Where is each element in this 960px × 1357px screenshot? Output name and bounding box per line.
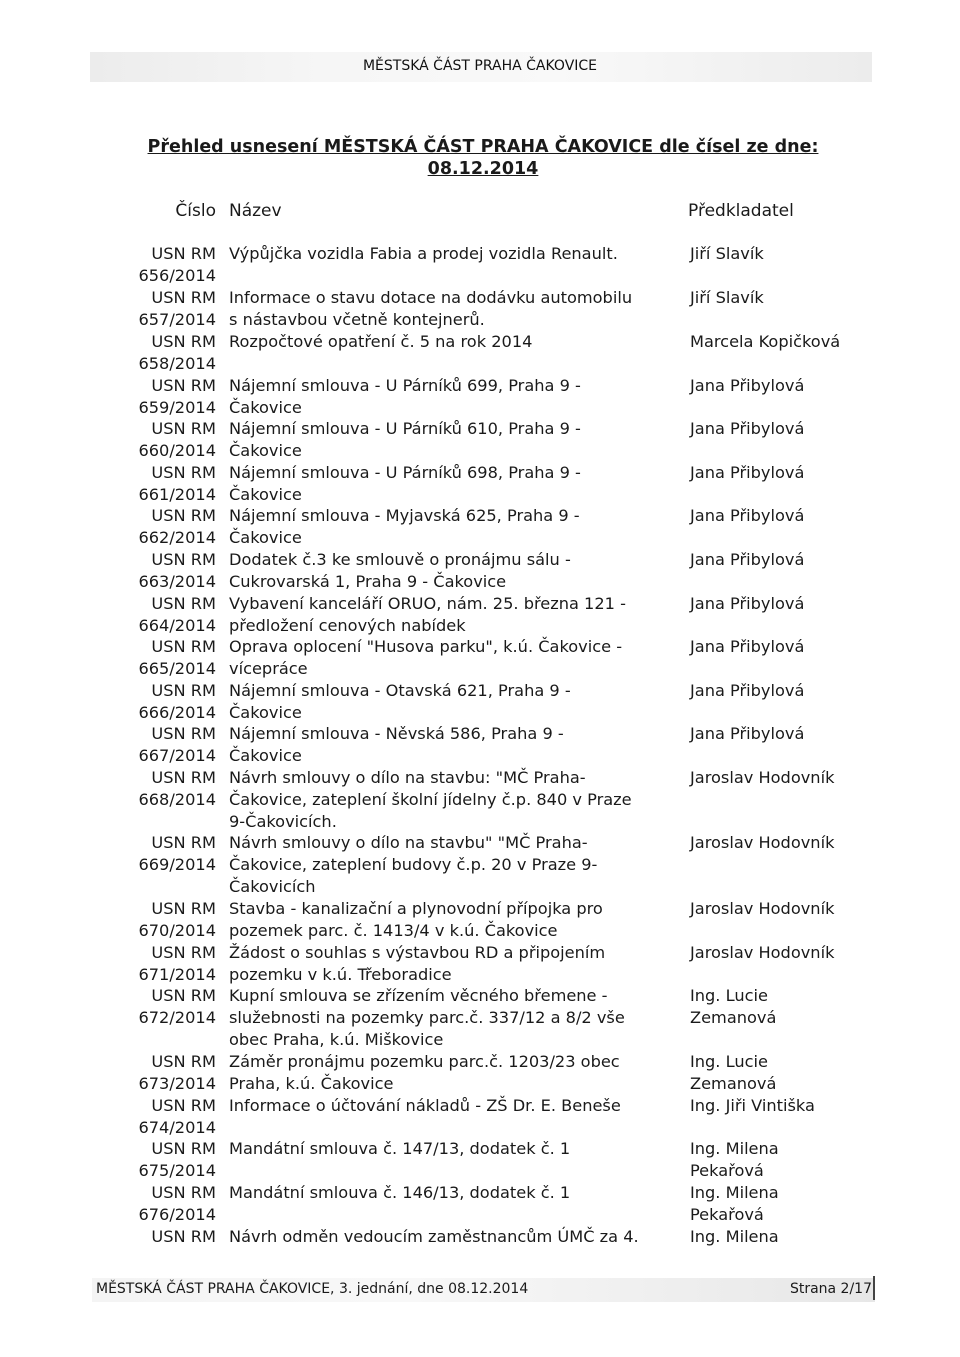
resolution-number: USN RM 661/2014 bbox=[138, 463, 216, 504]
resolution-proposer: Jiří Slavík bbox=[690, 288, 764, 307]
title-date: 08.12.2014 bbox=[427, 159, 539, 179]
resolution-number: USN RM 673/2014 bbox=[138, 1052, 216, 1093]
resolution-title: Stavba - kanalizační a plynovodní přípojka pro pozemek parc. č. 1413/4 v k.ú. Čakovice bbox=[229, 899, 603, 940]
resolution-title: Nájemní smlouva - U Párníků 699, Praha 9 - Čakovice bbox=[229, 376, 581, 417]
resolution-proposer: Ing. Milena bbox=[690, 1227, 779, 1246]
page-title bbox=[138, 136, 828, 180]
resolution-number: USN RM 656/2014 bbox=[138, 244, 216, 285]
resolution-proposer: Ing. Lucie Zemanová bbox=[690, 986, 777, 1027]
resolution-number: USN RM 676/2014 bbox=[138, 1183, 216, 1224]
resolution-proposer: Jana Přibylová bbox=[690, 506, 805, 525]
resolution-title: Vybavení kanceláří ORUO, nám. 25. března 121 - předložení cenových nabídek bbox=[229, 594, 626, 635]
resolution-title: Nájemní smlouva - Myjavská 625, Praha 9 - Čakovice bbox=[229, 506, 580, 547]
resolution-title: Kupní smlouva se zřízením věcného břemene - služebnosti na pozemky parc.č. 337/12 a 8/2 vše obec Praha, k.ú. Miškovice bbox=[229, 986, 625, 1049]
resolution-number: USN RM 674/2014 bbox=[138, 1096, 216, 1137]
resolution-title: Nájemní smlouva - Něvská 586, Praha 9 - Čakovice bbox=[229, 724, 564, 765]
resolution-proposer: Ing. Milena Pekařová bbox=[690, 1139, 779, 1180]
resolution-number: USN RM 668/2014 bbox=[138, 768, 216, 809]
resolution-title: Informace o účtování nákladů - ZŠ Dr. E. Beneše bbox=[229, 1096, 621, 1115]
resolution-number: USN RM 670/2014 bbox=[138, 899, 216, 940]
footer-divider bbox=[873, 1276, 875, 1300]
resolution-title: Informace o stavu dotace na dodávku automobilu s nástavbou včetně kontejnerů. bbox=[229, 288, 633, 329]
resolution-number: USN RM 657/2014 bbox=[138, 288, 216, 329]
resolution-proposer: Jana Přibylová bbox=[690, 550, 805, 569]
resolution-proposer: Ing. Jiři Vintiška bbox=[690, 1096, 815, 1115]
resolution-number: USN RM 660/2014 bbox=[138, 419, 216, 460]
resolution-title: Nájemní smlouva - U Párníků 610, Praha 9 - Čakovice bbox=[229, 419, 581, 460]
resolution-proposer: Jaroslav Hodovník bbox=[690, 768, 835, 787]
resolution-number: USN RM 662/2014 bbox=[138, 506, 216, 547]
page-header: MĚSTSKÁ ČÁST PRAHA ČAKOVICE bbox=[362, 58, 598, 74]
resolution-proposer: Marcela Kopičková bbox=[690, 332, 841, 351]
resolution-number: USN RM 658/2014 bbox=[138, 332, 216, 373]
resolution-number: USN RM 671/2014 bbox=[138, 943, 216, 984]
resolution-proposer: Jana Přibylová bbox=[690, 376, 805, 395]
footer-page-number: Strana 2/17 bbox=[789, 1281, 872, 1297]
resolution-number: USN RM 667/2014 bbox=[138, 724, 216, 765]
column-header-name: Název bbox=[229, 201, 282, 221]
resolution-title: Mandátní smlouva č. 147/13, dodatek č. 1 bbox=[229, 1139, 571, 1158]
resolution-title: Nájemní smlouva - Otavská 621, Praha 9 - Čakovice bbox=[229, 681, 571, 722]
resolution-title: Oprava oplocení "Husova parku", k.ú. Čakovice - vícepráce bbox=[229, 637, 623, 678]
column-header-number: Číslo bbox=[175, 201, 216, 221]
resolution-proposer: Jaroslav Hodovník bbox=[690, 899, 835, 918]
title-line-1: Přehled usnesení MĚSTSKÁ ČÁST PRAHA ČAKOVICE dle čísel ze dne: bbox=[147, 137, 819, 157]
resolution-number: USN RM 659/2014 bbox=[138, 376, 216, 417]
resolution-number: USN RM 672/2014 bbox=[138, 986, 216, 1027]
resolution-proposer: Jana Přibylová bbox=[690, 419, 805, 438]
resolution-title: Návrh odměn vedoucím zaměstnancům ÚMČ za 4. bbox=[229, 1227, 639, 1246]
resolution-title: Návrh smlouvy o dílo na stavbu: "MČ Praha- Čakovice, zateplení školní jídelny č.p. 840 v Praze 9-Čakovicích. bbox=[229, 768, 632, 831]
resolution-proposer: Ing. Milena Pekařová bbox=[690, 1183, 779, 1224]
resolution-title: Žádost o souhlas s výstavbou RD a připojením pozemku v k.ú. Třeboradice bbox=[229, 943, 606, 984]
resolution-title: Nájemní smlouva - U Párníků 698, Praha 9 - Čakovice bbox=[229, 463, 581, 504]
resolution-title: Výpůjčka vozidla Fabia a prodej vozidla Renault. bbox=[229, 244, 618, 263]
resolution-title: Záměr pronájmu pozemku parc.č. 1203/23 obec Praha, k.ú. Čakovice bbox=[229, 1052, 620, 1093]
footer-meeting-info: MĚSTSKÁ ČÁST PRAHA ČAKOVICE, 3. jednání, dne 08.12.2014 bbox=[96, 1281, 529, 1297]
column-header-proposer: Předkladatel bbox=[688, 201, 794, 221]
resolution-proposer: Jana Přibylová bbox=[690, 594, 805, 613]
resolution-number: USN RM 669/2014 bbox=[138, 833, 216, 874]
resolution-proposer: Jana Přibylová bbox=[690, 637, 805, 656]
resolution-proposer: Jana Přibylová bbox=[690, 463, 805, 482]
resolution-number: USN RM 666/2014 bbox=[138, 681, 216, 722]
resolution-proposer: Jana Přibylová bbox=[690, 724, 805, 743]
resolution-proposer: Jaroslav Hodovník bbox=[690, 943, 835, 962]
resolution-number: USN RM 675/2014 bbox=[138, 1139, 216, 1180]
resolution-title: Rozpočtové opatření č. 5 na rok 2014 bbox=[229, 332, 533, 351]
resolution-number: USN RM 663/2014 bbox=[138, 550, 216, 591]
resolution-number: USN RM 665/2014 bbox=[138, 637, 216, 678]
resolution-title: Mandátní smlouva č. 146/13, dodatek č. 1 bbox=[229, 1183, 571, 1202]
resolution-title: Dodatek č.3 ke smlouvě o pronájmu sálu - Cukrovarská 1, Praha 9 - Čakovice bbox=[229, 550, 571, 591]
resolution-title: Návrh smlouvy o dílo na stavbu" "MČ Praha- Čakovice, zateplení budovy č.p. 20 v Praze 9- Čakovicích bbox=[229, 833, 598, 896]
resolution-number: USN RM bbox=[151, 1227, 216, 1246]
resolution-proposer: Ing. Lucie Zemanová bbox=[690, 1052, 777, 1093]
resolution-number: USN RM 664/2014 bbox=[138, 594, 216, 635]
resolution-proposer: Jana Přibylová bbox=[690, 681, 805, 700]
resolution-proposer: Jiří Slavík bbox=[690, 244, 764, 263]
resolution-proposer: Jaroslav Hodovník bbox=[690, 833, 835, 852]
